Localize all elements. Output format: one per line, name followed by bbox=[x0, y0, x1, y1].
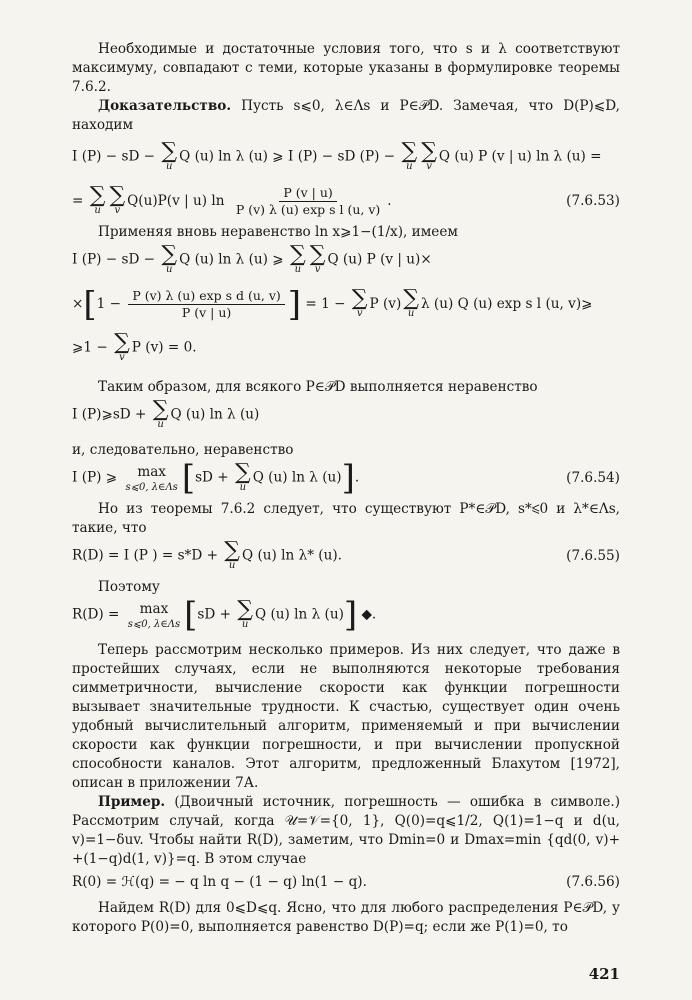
fraction-denominator: P (v) λ (u) exp s l (u, v) bbox=[235, 201, 381, 217]
sum-symbol: ∑ v bbox=[114, 330, 130, 363]
formula-2-part-a: = bbox=[72, 192, 88, 209]
proof-heading: Доказательство. bbox=[98, 98, 232, 114]
formula-7-part-a: I (P) ⩾ bbox=[72, 469, 122, 486]
paragraph-consequently: и, следовательно, неравенство bbox=[72, 442, 294, 458]
formula-8-part-a: R(D) = I (P ) = s*D + bbox=[72, 547, 223, 564]
sum-symbol: ∑ v bbox=[351, 286, 368, 319]
sum-symbol: ∑ v bbox=[421, 139, 437, 172]
paragraph-examples: Теперь рассмотрим несколько примеров. Из них следует, что даже в простейших случаях, если не выполняются некоторые требования симметричности, вычисление скорости как функции погрешности вызывает значительные трудности. К счастью, существует один очень удобный вычислительный алгоритм, применяемый и при вычислении скорости как функции погрешности, и при вычислении пропускной способности каналов. Этот алгоритм, предложенный Блахутом [1972], описан в приложении 7А. bbox=[72, 642, 620, 791]
formula-4-part-d: P (v) bbox=[369, 295, 402, 312]
formula-1 bbox=[72, 139, 620, 175]
paragraph-thus: Таким образом, для всякого P∈𝒫D выполняется неравенство bbox=[98, 379, 538, 395]
sum-symbol: ∑ u bbox=[290, 242, 306, 275]
left-bracket: [ bbox=[184, 595, 198, 635]
paragraph-proof bbox=[72, 97, 620, 135]
formula-9 bbox=[72, 597, 620, 633]
formula-10-text: R(0) = ℋ(q) = − q ln q − (1 − q) ln(1 − q). bbox=[72, 873, 367, 890]
formula-3 bbox=[72, 242, 620, 278]
paragraph-example bbox=[72, 793, 620, 869]
right-bracket: ] bbox=[341, 458, 355, 498]
formula-4: ×[1 − $\frac{\text{P (v) λ (u) exp s d (u, v)}}{P (v | u)}$ ] = 1 − ∑ v P (v) ∑ u λ (u) Q (u) exp s l (u, v)⩾ bbox=[72, 284, 593, 324]
paragraph-find-rd: Найдем R(D) для 0⩽D⩽q. Ясно, что для любого распределения P∈𝒫D, у которого P(0)=0, выполняется равенство D(P)=q; если же P(1)=0, то bbox=[72, 900, 620, 935]
equation-number: (7.6.54) bbox=[566, 469, 620, 486]
sum-symbol: ∑ u bbox=[403, 286, 419, 319]
formula-6-part-b: Q (u) ln λ (u) bbox=[170, 406, 260, 423]
paragraph-conditions: Необходимые и достаточные условия того, что s и λ соответствуют максимуму, совпадают с теми, которые указаны в формулировке теоремы 7.6.2. bbox=[72, 41, 620, 95]
sum-symbol: ∑ u bbox=[161, 242, 178, 275]
sum-symbol: ∑ u bbox=[161, 139, 178, 172]
formula-4-part-b: 1 − bbox=[96, 295, 126, 312]
right-bracket: ] bbox=[287, 284, 302, 324]
formula-5-part-a: ⩾1 − bbox=[72, 339, 113, 356]
left-bracket: [ bbox=[181, 458, 196, 498]
paragraph-theorem: Но из теоремы 7.6.2 следует, что существуют P*∈𝒫D, s*⩽0 и λ*∈Λs, такие, что bbox=[72, 501, 620, 536]
sum-symbol: ∑ u bbox=[224, 538, 240, 571]
left-bracket: [ bbox=[83, 284, 97, 324]
proof-text: Пусть s⩽0, λ∈Λs и P∈𝒫D. Замечая, что D(P)⩽D, находим bbox=[72, 98, 620, 133]
formula-7: I (P) ⩾ max s⩽0, λ∈Λs [sD + ∑ u Q (u) ln λ (u)]. (7.6.54) bbox=[72, 458, 620, 498]
fraction-denominator: P (v | u) bbox=[181, 304, 232, 320]
paragraph-therefore: Поэтому bbox=[98, 579, 160, 595]
example-text: (Двоичный источник, погрешность — ошибка в символе.) Рассмотрим случай, когда 𝒰=𝒱={0, 1}, Q(0)=q⩽1/2, Q(1)=1−q и d(u, v)=1−δuv. Чтобы найти R(D), заметим, что Dmin=0 и Dmax=min {qd(0, v)+ +(1−q)d(1, v)}=q. В этом случае bbox=[72, 794, 620, 867]
equation-number: (7.6.55) bbox=[566, 547, 620, 564]
formula-9-part-b: sD + bbox=[197, 606, 236, 623]
right-bracket: ] bbox=[343, 595, 358, 635]
formula-2: = ∑ u ∑ v Q(u)P(v | u) ln $\frac{P (v | u)}{\text{P (v) λ (u) exp s l (u, v)}}$ . (7.6.53) bbox=[72, 183, 620, 217]
sum-symbol: ∑ v bbox=[309, 242, 326, 275]
formula-1-part-b: Q (u) ln λ (u) ⩾ I (P) − sD (P) − bbox=[179, 148, 400, 165]
formula-4-part-e: λ (u) Q (u) exp s l (u, v)⩾ bbox=[420, 295, 593, 312]
sum-symbol: ∑ u bbox=[152, 397, 169, 430]
sum-symbol: ∑ u bbox=[237, 597, 254, 630]
example-heading: Пример. bbox=[98, 794, 166, 810]
formula-5-part-b: P (v) = 0. bbox=[131, 339, 197, 356]
formula-1-part-c: Q (u) P (v | u) ln λ (u) = bbox=[438, 148, 602, 165]
formula-3-part-a: I (P) − sD − bbox=[72, 251, 160, 268]
sum-symbol: ∑ u bbox=[235, 460, 251, 493]
paragraph-apply-inequality: Применяя вновь неравенство ln x⩾1−(1/x), имеем bbox=[98, 224, 458, 240]
fraction-numerator: P (v) λ (u) exp s d (u, v) bbox=[128, 288, 284, 305]
end-of-proof-mark: ◆. bbox=[357, 606, 377, 623]
page-number: 421 bbox=[588, 965, 620, 983]
fraction bbox=[128, 288, 284, 321]
formula-7-part-c: Q (u) ln λ (u) bbox=[252, 469, 342, 486]
sum-symbol: ∑ u bbox=[89, 183, 106, 216]
sum-symbol: ∑ u bbox=[401, 139, 418, 172]
fraction bbox=[232, 185, 384, 218]
formula-1-part-a: I (P) − sD − bbox=[72, 148, 160, 165]
formula-6 bbox=[72, 397, 620, 433]
formula-9-part-a: R(D) = bbox=[72, 606, 124, 623]
max-operator: max s⩽0, λ∈Λs bbox=[127, 601, 181, 630]
formula-6-part-a: I (P)⩾sD + bbox=[72, 406, 151, 423]
formula-10 bbox=[72, 869, 620, 895]
formula-3-part-c: Q (u) P (v | u)× bbox=[327, 251, 432, 268]
equation-number: (7.6.53) bbox=[566, 192, 620, 209]
sum-symbol: ∑ v bbox=[109, 183, 126, 216]
formula-2-part-b: Q(u)P(v | u) ln bbox=[127, 192, 229, 209]
max-operator: max s⩽0, λ∈Λs bbox=[125, 464, 178, 493]
formula-5 bbox=[72, 330, 620, 366]
formula-8-part-b: Q (u) ln λ* (u) bbox=[242, 547, 338, 564]
formula-9-part-c: Q (u) ln λ (u) bbox=[255, 606, 344, 623]
formula-8: R(D) = I (P ) = s*D + ∑ u Q (u) ln λ* (u). (7.6.55) bbox=[72, 538, 620, 571]
page bbox=[72, 40, 620, 988]
formula-7-part-b: sD + bbox=[195, 469, 233, 486]
formula-4-part-c: = 1 − bbox=[301, 295, 350, 312]
fraction-numerator: P (v | u) bbox=[279, 185, 336, 202]
equation-number: (7.6.56) bbox=[566, 873, 620, 890]
formula-3-part-b: Q (u) ln λ (u) ⩾ bbox=[179, 251, 289, 268]
